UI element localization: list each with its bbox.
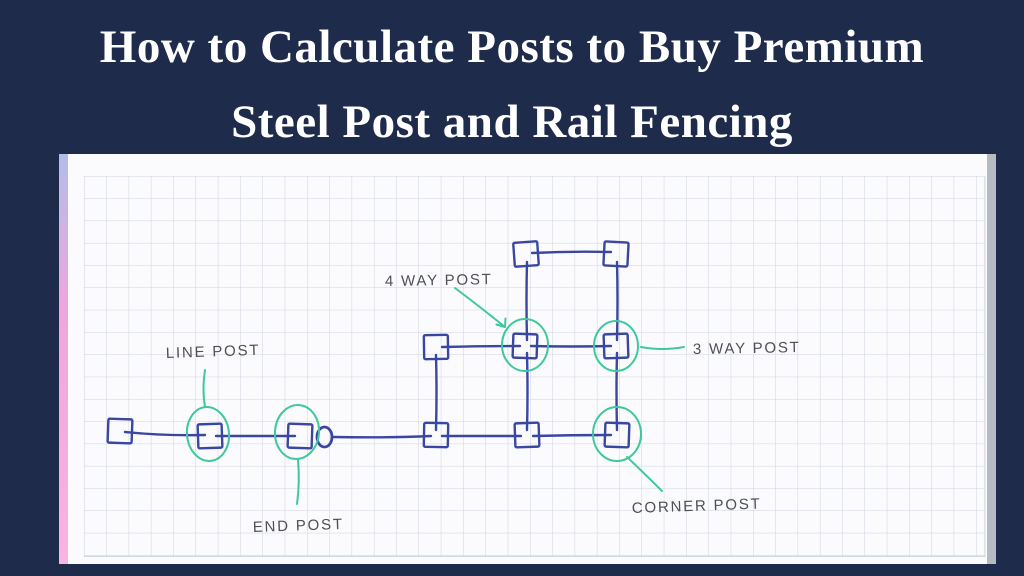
rail-bottom-3 bbox=[333, 436, 431, 437]
line-post-label: LINE POST bbox=[165, 341, 261, 362]
rail-middle-1 bbox=[442, 346, 520, 347]
rail-vert-1 bbox=[527, 262, 528, 340]
end-post-label: END POST bbox=[252, 515, 345, 536]
title-line-1: How to Calculate Posts to Buy Premium bbox=[99, 21, 925, 73]
rail-middle-2 bbox=[531, 346, 611, 347]
corner-post-label: CORNER POST bbox=[631, 495, 762, 517]
grid-lines bbox=[84, 176, 985, 557]
three-way-post-label: 3 WAY POST bbox=[692, 339, 801, 358]
paper-edge-shadow bbox=[987, 154, 996, 564]
title-line-2: Steel Post and Rail Fencing bbox=[231, 96, 793, 148]
page-title bbox=[0, 0, 1024, 154]
notebook-edge-gradient bbox=[59, 154, 68, 564]
sketch-paper bbox=[59, 154, 996, 564]
rail-vert-3 bbox=[617, 262, 618, 340]
rail-vert-2 bbox=[527, 353, 528, 430]
rail-vert-5 bbox=[436, 355, 437, 430]
rail-top-1 bbox=[532, 252, 611, 253]
rail-vert-4 bbox=[617, 353, 618, 430]
rail-bottom-5 bbox=[533, 435, 611, 436]
four-way-post-label: 4 WAY POST bbox=[384, 271, 493, 290]
fence-post-diagram bbox=[59, 154, 996, 564]
